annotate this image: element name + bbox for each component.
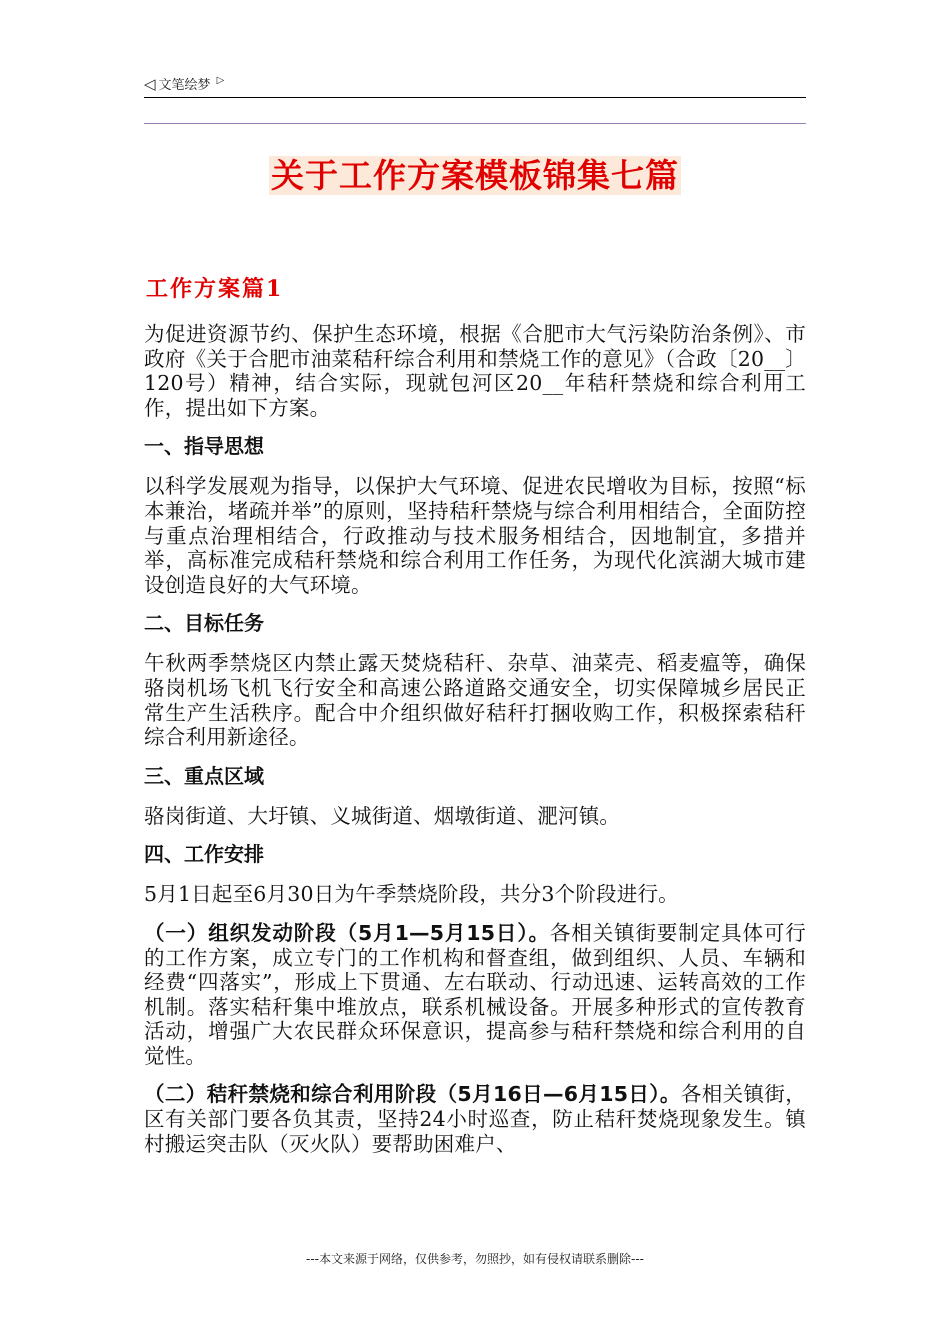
document-title-wrap <box>0 150 950 197</box>
stage-two-title: （二）秸秆禁烧和综合利用阶段（5月16日—6月15日）。 <box>144 1082 681 1107</box>
header-brand: 文笔绘梦 <box>158 78 211 93</box>
heading-work-plan: 四、工作安排 <box>144 842 264 867</box>
heading-key-areas: 三、重点区域 <box>144 763 264 788</box>
section-title: 工作方案篇1 <box>146 276 284 302</box>
triangle-right-icon: ▷ <box>216 75 225 86</box>
stage-one-text: 各相关镇街要制定具体可行的工作方案，成立专门的工作机构和督查组，做到组织、人员、车辆和经费“四落实”，形成上下贯通、左右联动、行动迅速、运转高效的工作机制。落实秸秆集中堆放点，联系机械设备。开展多种形式的宣传教育活动，增强广大农民群众环保意识，提高参与秸秆禁烧和综合利用的自觉性。 <box>144 920 806 1068</box>
paragraph-work-plan: 5月1日起至6月30日为午季禁烧阶段，共分3个阶段进行。 <box>144 882 679 907</box>
header-rule <box>144 97 806 98</box>
heading-guiding-thought: 一、指导思想 <box>144 434 264 459</box>
footer-disclaimer: ---本文来源于网络，仅供参考，勿照抄，如有侵权请联系删除--- <box>306 1252 644 1266</box>
document-title: 关于工作方案模板锦集七篇 <box>271 156 679 195</box>
paragraph-key-areas: 骆岗街道、大圩镇、义城街道、烟墩街道、淝河镇。 <box>144 803 621 828</box>
paragraph-stage-two <box>144 1082 806 1156</box>
paragraph-goals: 午秋两季禁烧区内禁止露天焚烧秸秆、杂草、油菜壳、稻麦瘟等，确保骆岗机场飞机飞行安全和高速公路道路交通安全，切实保障城乡居民正常生产生活秩序。配合中介组织做好秸秆打捆收购工作，积极探索秸秆综合利用新途径。 <box>144 651 806 750</box>
document-body <box>144 322 806 1170</box>
paragraph-guiding-thought: 以科学发展观为指导，以保护大气环境、促进农民增收为目标，按照“标本兼治，堵疏并举”的原则，坚持秸秆禁烧与综合利用相结合，全面防控与重点治理相结合，行政推动与技术服务相结合，因地制宜，多措并举，高标准完成秸秆禁烧和综合利用工作任务，为现代化滨湖大城市建设创造良好的大气环境。 <box>144 474 806 597</box>
page-header <box>144 74 224 93</box>
heading-goals: 二、目标任务 <box>144 611 264 636</box>
stage-two-text: 各相关镇街，区有关部门要各负其责，坚持24小时巡查，防止秸秆焚烧现象发生。镇村搬运突击队（灭火队）要帮助困难户、 <box>144 1082 807 1156</box>
triangle-left-icon: ◁ <box>144 74 156 93</box>
intro-paragraph: 为促进资源节约、保护生态环境，根据《合肥市大气污染防治条例》、市政府《关于合肥市油菜秸秆综合利用和禁烧工作的意见》（合政〔20__〕120号）精神，结合实际，现就包河区20__年秸秆禁烧和综合利用工作，提出如下方案。 <box>144 322 806 420</box>
stage-one-title: （一）组织发动阶段（5月1—5月15日）。 <box>144 920 550 945</box>
header-subrule <box>144 123 806 124</box>
paragraph-stage-one <box>144 921 806 1069</box>
